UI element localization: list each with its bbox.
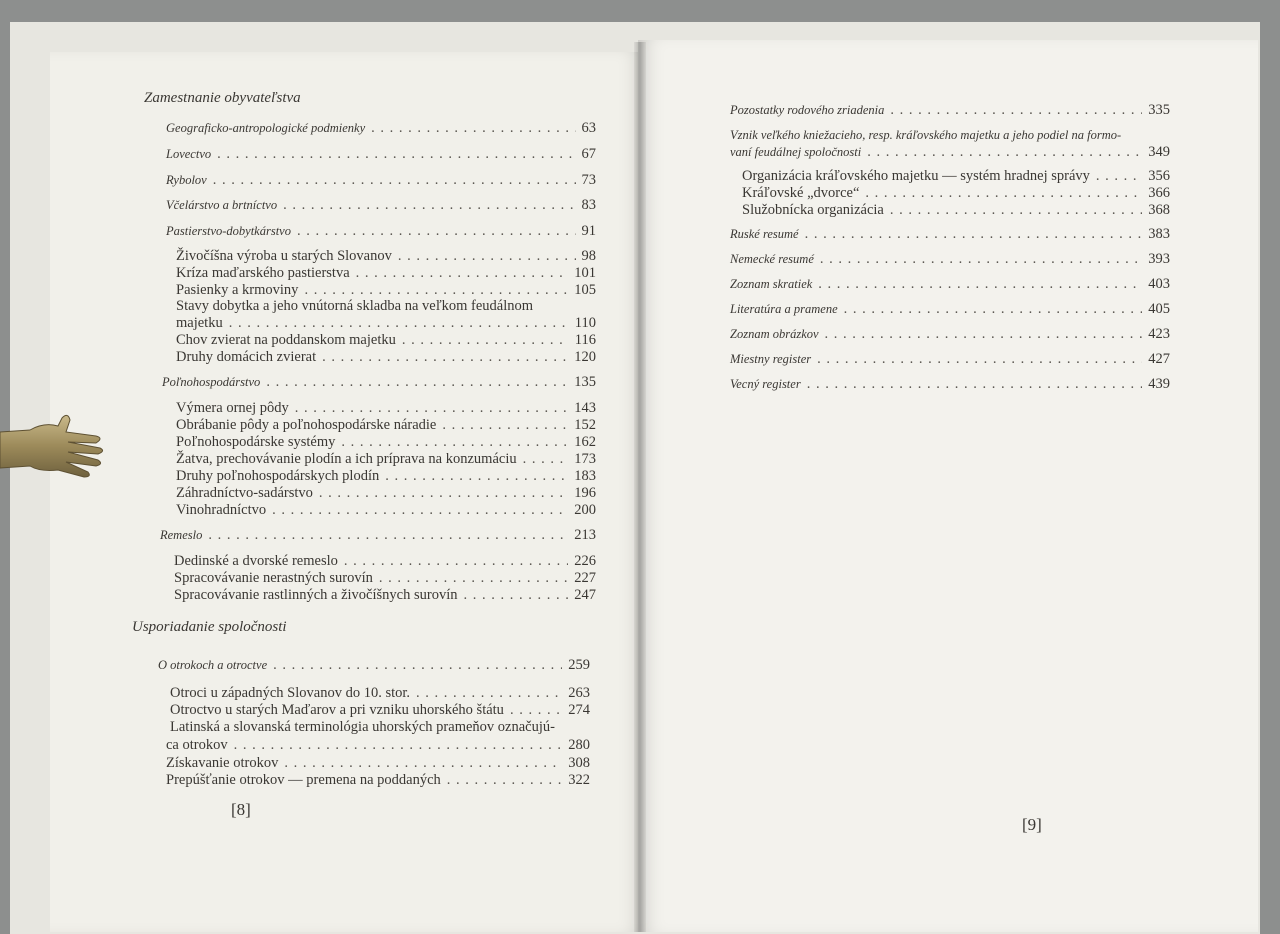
toc-entry[interactable]: Rybolov . . . 73 (166, 172, 596, 189)
toc-subentry[interactable]: majetku . . . 110 (176, 315, 596, 332)
toc-subentry[interactable]: Vinohradníctvo . . . 200 (176, 502, 596, 519)
toc-entry[interactable]: Nemecké resumé . . . 393 (730, 251, 1170, 268)
toc-entry[interactable]: Pastierstvo-dobytkárstvo . . . 91 (166, 223, 596, 240)
toc-entry[interactable]: Včelárstvo a brtníctvo . . . 83 (166, 197, 596, 214)
toc-subentry[interactable]: Poľnohospodárske systémy . . . 162 (176, 434, 596, 451)
toc-entry[interactable]: Ruské resumé . . . 383 (730, 226, 1170, 243)
toc-entry[interactable]: vaní feudálnej spoločnosti . . . 349 (730, 144, 1170, 161)
toc-entry[interactable]: Zoznam skratiek . . . 403 (730, 276, 1170, 293)
toc-subentry[interactable]: Otroctvo u starých Maďarov a pri vzniku uhorského štátu . . . 274 (170, 702, 590, 719)
toc-entry[interactable]: Poľnohospodárstvo . . . 135 (162, 374, 596, 391)
toc-subentry[interactable]: Druhy domácich zvierat . . . 120 (176, 349, 596, 366)
section-heading: Zamestnanie obyvateľstva (144, 90, 301, 106)
toc-subentry[interactable]: Chov zvierat na poddanskom majetku . . . 116 (176, 332, 596, 349)
toc-entry[interactable]: Literatúra a pramene . . . 405 (730, 301, 1170, 318)
toc-subentry[interactable]: Výmera ornej pôdy . . . 143 (176, 400, 596, 417)
toc-subentry[interactable]: Živočíšna výroba u starých Slovanov . . . 98 (176, 248, 596, 265)
toc-subentry-wrapped: Stavy dobytka a jeho vnútorná skladba na veľkom feudálnom (176, 298, 534, 314)
toc-subentry[interactable]: Získavanie otrokov . . . 308 (166, 755, 590, 772)
toc-subentry-wrapped: Latinská a slovanská terminológia uhorských prameňov označujú- (170, 719, 555, 735)
toc-subentry[interactable]: Otroci u západných Slovanov do 10. stor. . . . 263 (170, 685, 590, 702)
hand-bookmark-clip-icon (0, 410, 108, 490)
toc-subentry[interactable]: Prepúšťanie otrokov — premena na poddaných . . . 322 (166, 772, 590, 789)
toc-entry[interactable]: O otrokoch a otroctve . . . 259 (158, 657, 590, 674)
toc-subentry[interactable]: Záhradníctvo-sadárstvo . . . 196 (176, 485, 596, 502)
toc-subentry[interactable]: Kráľovské „dvorce“ . . . 366 (742, 185, 1170, 202)
toc-entry[interactable]: Geograficko-antropologické podmienky . . . 63 (166, 120, 596, 137)
toc-entry-wrapped: Vznik veľkého kniežacieho, resp. kráľovského majetku a jeho podiel na formo- (730, 128, 1122, 142)
toc-subentry[interactable]: Dedinské a dvorské remeslo . . . 226 (174, 553, 596, 570)
page-number: [8] (231, 800, 251, 819)
toc-subentry[interactable]: Služobnícka organizácia . . . 368 (742, 202, 1170, 219)
page-number: [9] (1022, 815, 1042, 834)
section-heading: Usporiadanie spoločnosti (132, 619, 287, 635)
toc-subentry[interactable]: Pasienky a krmoviny . . . 105 (176, 282, 596, 299)
toc-subentry[interactable]: Druhy poľnohospodárskych plodín . . . 183 (176, 468, 596, 485)
toc-subentry[interactable]: Kríza maďarského pastierstva . . . 101 (176, 265, 596, 282)
toc-subentry[interactable]: Žatva, prechovávanie plodín a ich príprava na konzumáciu . . . 173 (176, 451, 596, 468)
toc-entry[interactable]: Vecný register . . . 439 (730, 376, 1170, 393)
toc-entry[interactable]: Miestny register . . . 427 (730, 351, 1170, 368)
book-gutter (634, 42, 646, 932)
toc-subentry[interactable]: Organizácia kráľovského majetku — systém hradnej správy . . . 356 (742, 168, 1170, 185)
toc-subentry[interactable]: Obrábanie pôdy a poľnohospodárske náradie . . . 152 (176, 417, 596, 434)
toc-entry[interactable]: Pozostatky rodového zriadenia . . . 335 (730, 102, 1170, 119)
toc-subentry[interactable]: ca otrokov . . . 280 (166, 737, 590, 754)
toc-entry[interactable]: Remeslo . . . 213 (160, 527, 596, 544)
toc-entry[interactable]: Lovectvo . . . 67 (166, 146, 596, 163)
toc-entry[interactable]: Zoznam obrázkov . . . 423 (730, 326, 1170, 343)
toc-subentry[interactable]: Spracovávanie nerastných surovín . . . 227 (174, 570, 596, 587)
toc-subentry[interactable]: Spracovávanie rastlinných a živočíšnych surovín . . . 247 (174, 587, 596, 604)
